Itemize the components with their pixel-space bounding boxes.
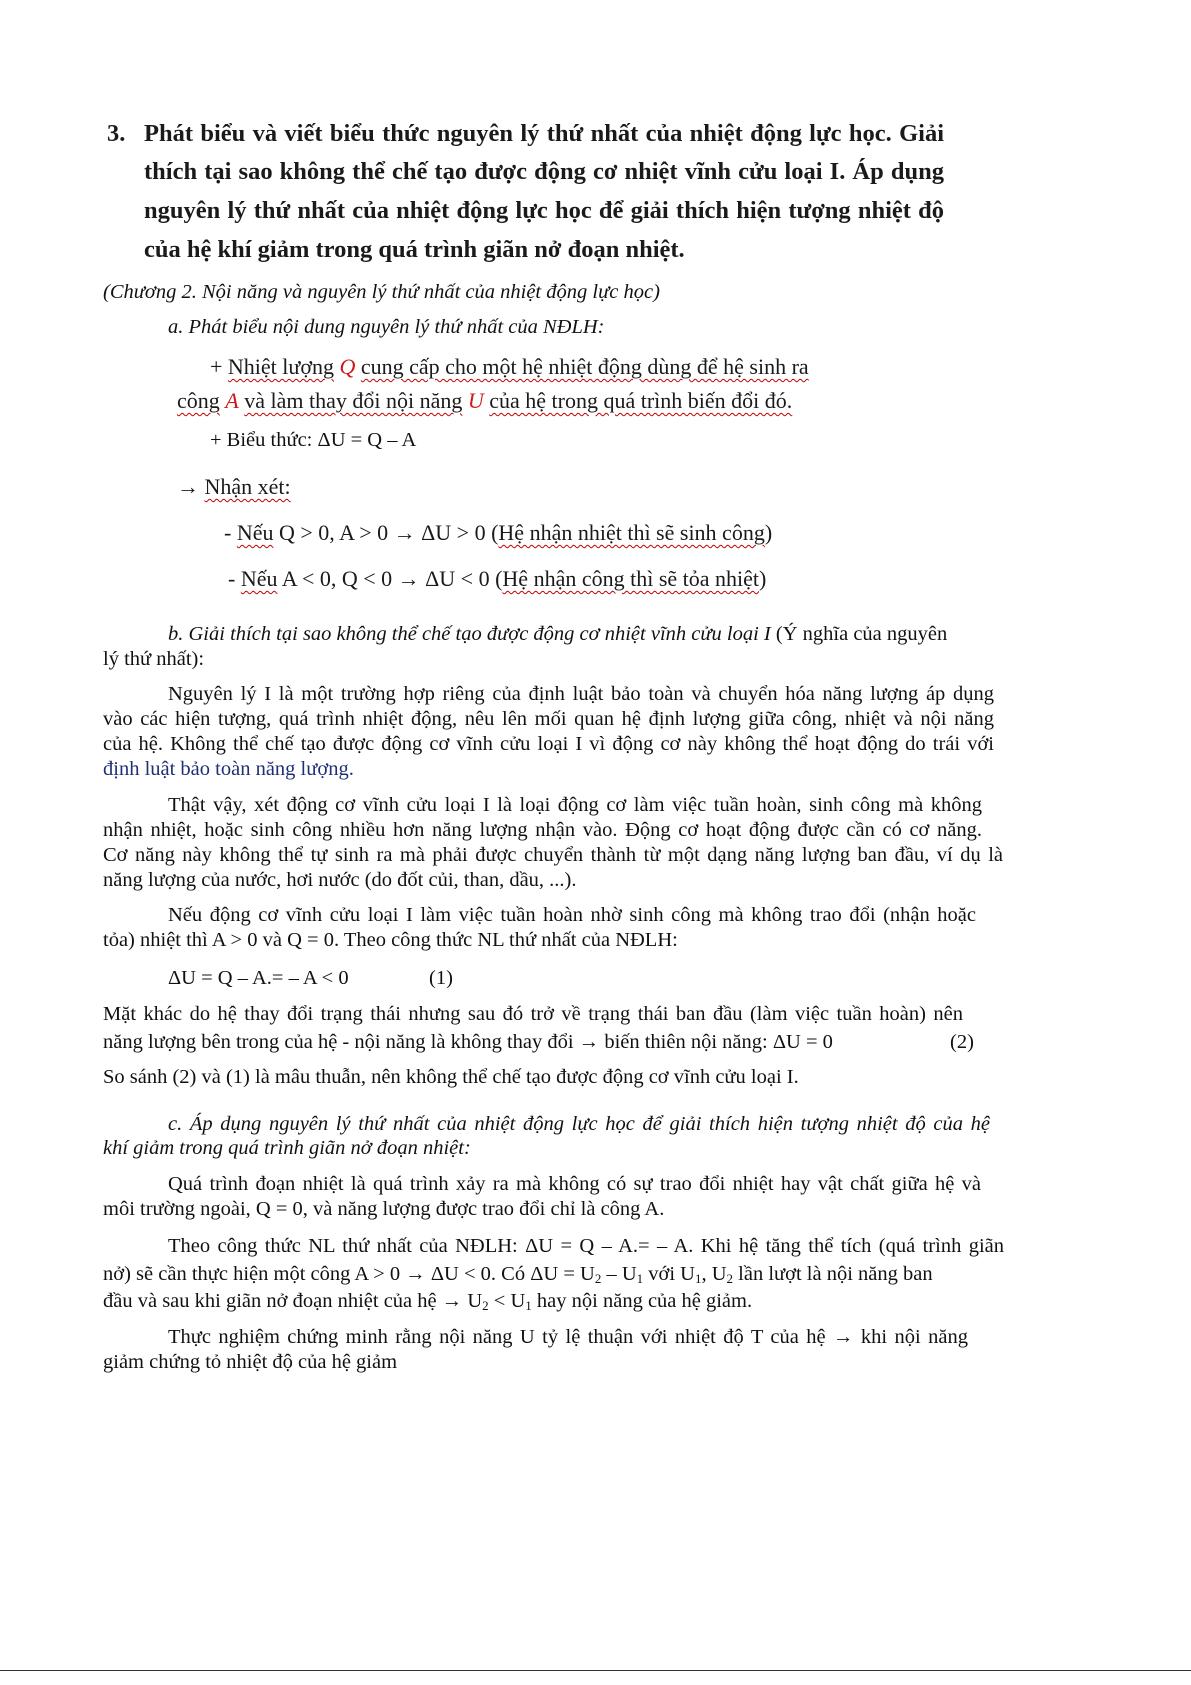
paragraph-line: tỏa) nhiệt thì A > 0 và Q = 0. Theo công thức NL thứ nhất của NĐLH: — [103, 929, 678, 951]
case-formula: A < 0, Q < 0 → ΔU < 0 ( — [277, 566, 503, 591]
subscript: 1 — [694, 1271, 702, 1286]
paragraph-line: Quá trình đoạn nhiệt là quá trình xảy ra mà không có sự trao đổi nhiệt hay vật chất giữa hệ và — [168, 1173, 981, 1195]
subscript: 2 — [594, 1271, 602, 1286]
question-number: 3. — [107, 120, 126, 147]
paragraph-line: nhận nhiệt, hoặc sinh công nhiều hơn năng lượng nhận vào. Động cơ hoạt động được cần có cơ năng. — [103, 819, 982, 841]
bottom-rule — [0, 1670, 1191, 1671]
paragraph-line: vào các hiện tượng, quá trình nhiệt động, nêu lên mối quan hệ định lượng giữa công, nhiệt và nội năng — [103, 708, 994, 730]
paragraph-line — [103, 1260, 933, 1288]
statement-text: và làm thay đổi nội năng — [244, 388, 463, 413]
statement-line-1 — [210, 352, 809, 382]
paragraph-line: Thật vậy, xét động cơ vĩnh cửu loại I là loại động cơ làm việc tuần hoàn, sinh công mà không — [168, 794, 982, 816]
question-line-4: của hệ khí giảm trong quá trình giãn nở đoạn nhiệt. — [144, 236, 685, 263]
equation-1-number: (1) — [429, 967, 453, 989]
subscript: 1 — [636, 1271, 644, 1286]
question-line-3: nguyên lý thứ nhất của nhiệt động lực học để giải thích hiện tượng nhiệt độ — [144, 197, 944, 224]
case-formula: Q > 0, A > 0 → ΔU > 0 ( — [273, 520, 499, 545]
chapter-reference: (Chương 2. Nội năng và nguyên lý thứ nhất của nhiệt động lực học) — [103, 281, 660, 303]
text-run: đầu và sau khi giãn nở đoạn nhiệt của hệ → U — [103, 1290, 483, 1312]
text-run: – U — [601, 1263, 637, 1285]
paragraph-line: Nguyên lý I là một trường hợp riêng của định luật bảo toàn và chuyển hóa năng lượng áp dụng — [168, 683, 994, 705]
paragraph-line: Theo công thức NL thứ nhất của NĐLH: ΔU = Q – A.= – A. Khi hệ tăng thể tích (quá trình giãn — [168, 1235, 1004, 1257]
symbol-Q: Q — [339, 354, 356, 379]
remark-label: Nhận xét: — [204, 474, 291, 499]
subscript: 2 — [726, 1271, 734, 1286]
case-dash: - — [224, 520, 237, 545]
paragraph-line: định luật bảo toàn năng lượng. — [103, 758, 354, 780]
remark-heading — [177, 472, 291, 502]
paragraph-line: môi trường ngoài, Q = 0, và năng lượng được trao đổi chỉ là công A. — [103, 1198, 665, 1220]
case-word-neu: Nếu — [240, 566, 278, 591]
remark-case-2 — [228, 564, 766, 594]
paragraph-line: Thực nghiệm chứng minh rằng nội năng U tỷ lệ thuận với nhiệt độ T của hệ → khi nội năng — [168, 1326, 968, 1348]
symbol-U: U — [467, 388, 484, 413]
paragraph-line: năng lượng bên trong của hệ - nội năng là không thay đổi → biến thiên nội năng: ΔU = 0 — [103, 1031, 833, 1053]
statement-word-cong: công — [177, 388, 220, 413]
statement-text: cung cấp cho một hệ nhiệt động dùng để hệ sinh ra — [360, 354, 809, 379]
paragraph-line: giảm chứng tỏ nhiệt độ của hệ giảm — [103, 1351, 398, 1373]
arrow-icon: → — [177, 474, 205, 499]
paragraph-line: năng lượng của nước, hơi nước (do đốt củi, than, dầu, ...). — [103, 869, 577, 891]
part-b-heading-italic: b. Giải thích tại sao không thể chế tạo được động cơ nhiệt vĩnh cửu loại I — [168, 623, 771, 645]
text-run: hay nội năng của hệ giảm. — [531, 1290, 753, 1312]
case-word-neu: Nếu — [236, 520, 274, 545]
text-run: < U — [488, 1290, 526, 1312]
part-a-heading: a. Phát biểu nội dung nguyên lý thứ nhất của NĐLH: — [168, 316, 605, 338]
case-close: ) — [764, 520, 773, 545]
equation-1: ΔU = Q – A.= – A < 0 — [168, 967, 349, 989]
statement-word-nhiet-luong: Nhiệt lượng — [227, 354, 334, 379]
case-explanation: Hệ nhận công thì sẽ tỏa nhiệt — [502, 566, 760, 591]
question-line-2: thích tại sao không thể chế tạo được động cơ nhiệt vĩnh cửu loại I. Áp dụng — [144, 158, 944, 185]
part-c-heading-line-2: khí giảm trong quá trình giãn nở đoạn nhiệt: — [103, 1137, 471, 1159]
subscript: 2 — [482, 1298, 489, 1313]
text-run: nở) sẽ cần thực hiện một công A > 0 → ΔU < 0. Có ΔU = U — [103, 1263, 595, 1285]
symbol-A: A — [225, 388, 239, 413]
text-run: với U — [643, 1263, 695, 1285]
statement-text: của hệ trong quá trình biến đổi đó. — [489, 388, 793, 413]
text-run: , U — [701, 1263, 727, 1285]
part-b-heading — [168, 620, 947, 648]
subscript: 1 — [525, 1298, 532, 1313]
case-explanation: Hệ nhận nhiệt thì sẽ sinh công — [498, 520, 765, 545]
paragraph-line — [103, 1287, 752, 1315]
paragraph-line: Mặt khác do hệ thay đổi trạng thái nhưng sau đó trở về trạng thái ban đầu (làm việc tuần hoàn) nên — [103, 1003, 963, 1025]
case-close: ) — [759, 566, 767, 591]
paragraph-line: của hệ. Không thể chế tạo được động cơ vĩnh cửu loại I vì động cơ này không thể hoạt động do trái với — [103, 733, 994, 755]
paragraph-line: Cơ năng này không thể tự sinh ra mà phải được chuyển thành từ một dạng năng lượng ban đầu, ví dụ là — [103, 844, 1003, 866]
conclusion: So sánh (2) và (1) là mâu thuẫn, nên không thể chế tạo được động cơ vĩnh cửu loại I. — [103, 1066, 799, 1088]
part-b-heading-line-2: lý thứ nhất): — [103, 648, 205, 670]
paragraph-line: Nếu động cơ vĩnh cửu loại I làm việc tuần hoàn nhờ sinh công mà không trao đổi (nhận hoặc — [168, 904, 976, 926]
expression: + Biểu thức: ΔU = Q – A — [210, 429, 417, 451]
part-c-heading: c. Áp dụng nguyên lý thứ nhất của nhiệt động lực học để giải thích hiện tượng nhiệt độ của hệ — [168, 1113, 990, 1135]
equation-2-number: (2) — [950, 1031, 974, 1053]
part-b-heading-tail: (Ý nghĩa của nguyên — [770, 623, 948, 645]
text-run: lần lượt là nội năng ban — [733, 1263, 933, 1285]
remark-case-1 — [224, 518, 772, 548]
question-line-1: Phát biểu và viết biểu thức nguyên lý thứ nhất của nhiệt động lực học. Giải — [144, 120, 944, 147]
statement-plus: + — [210, 354, 228, 379]
case-dash: - — [228, 566, 241, 591]
statement-line-2 — [177, 386, 792, 416]
